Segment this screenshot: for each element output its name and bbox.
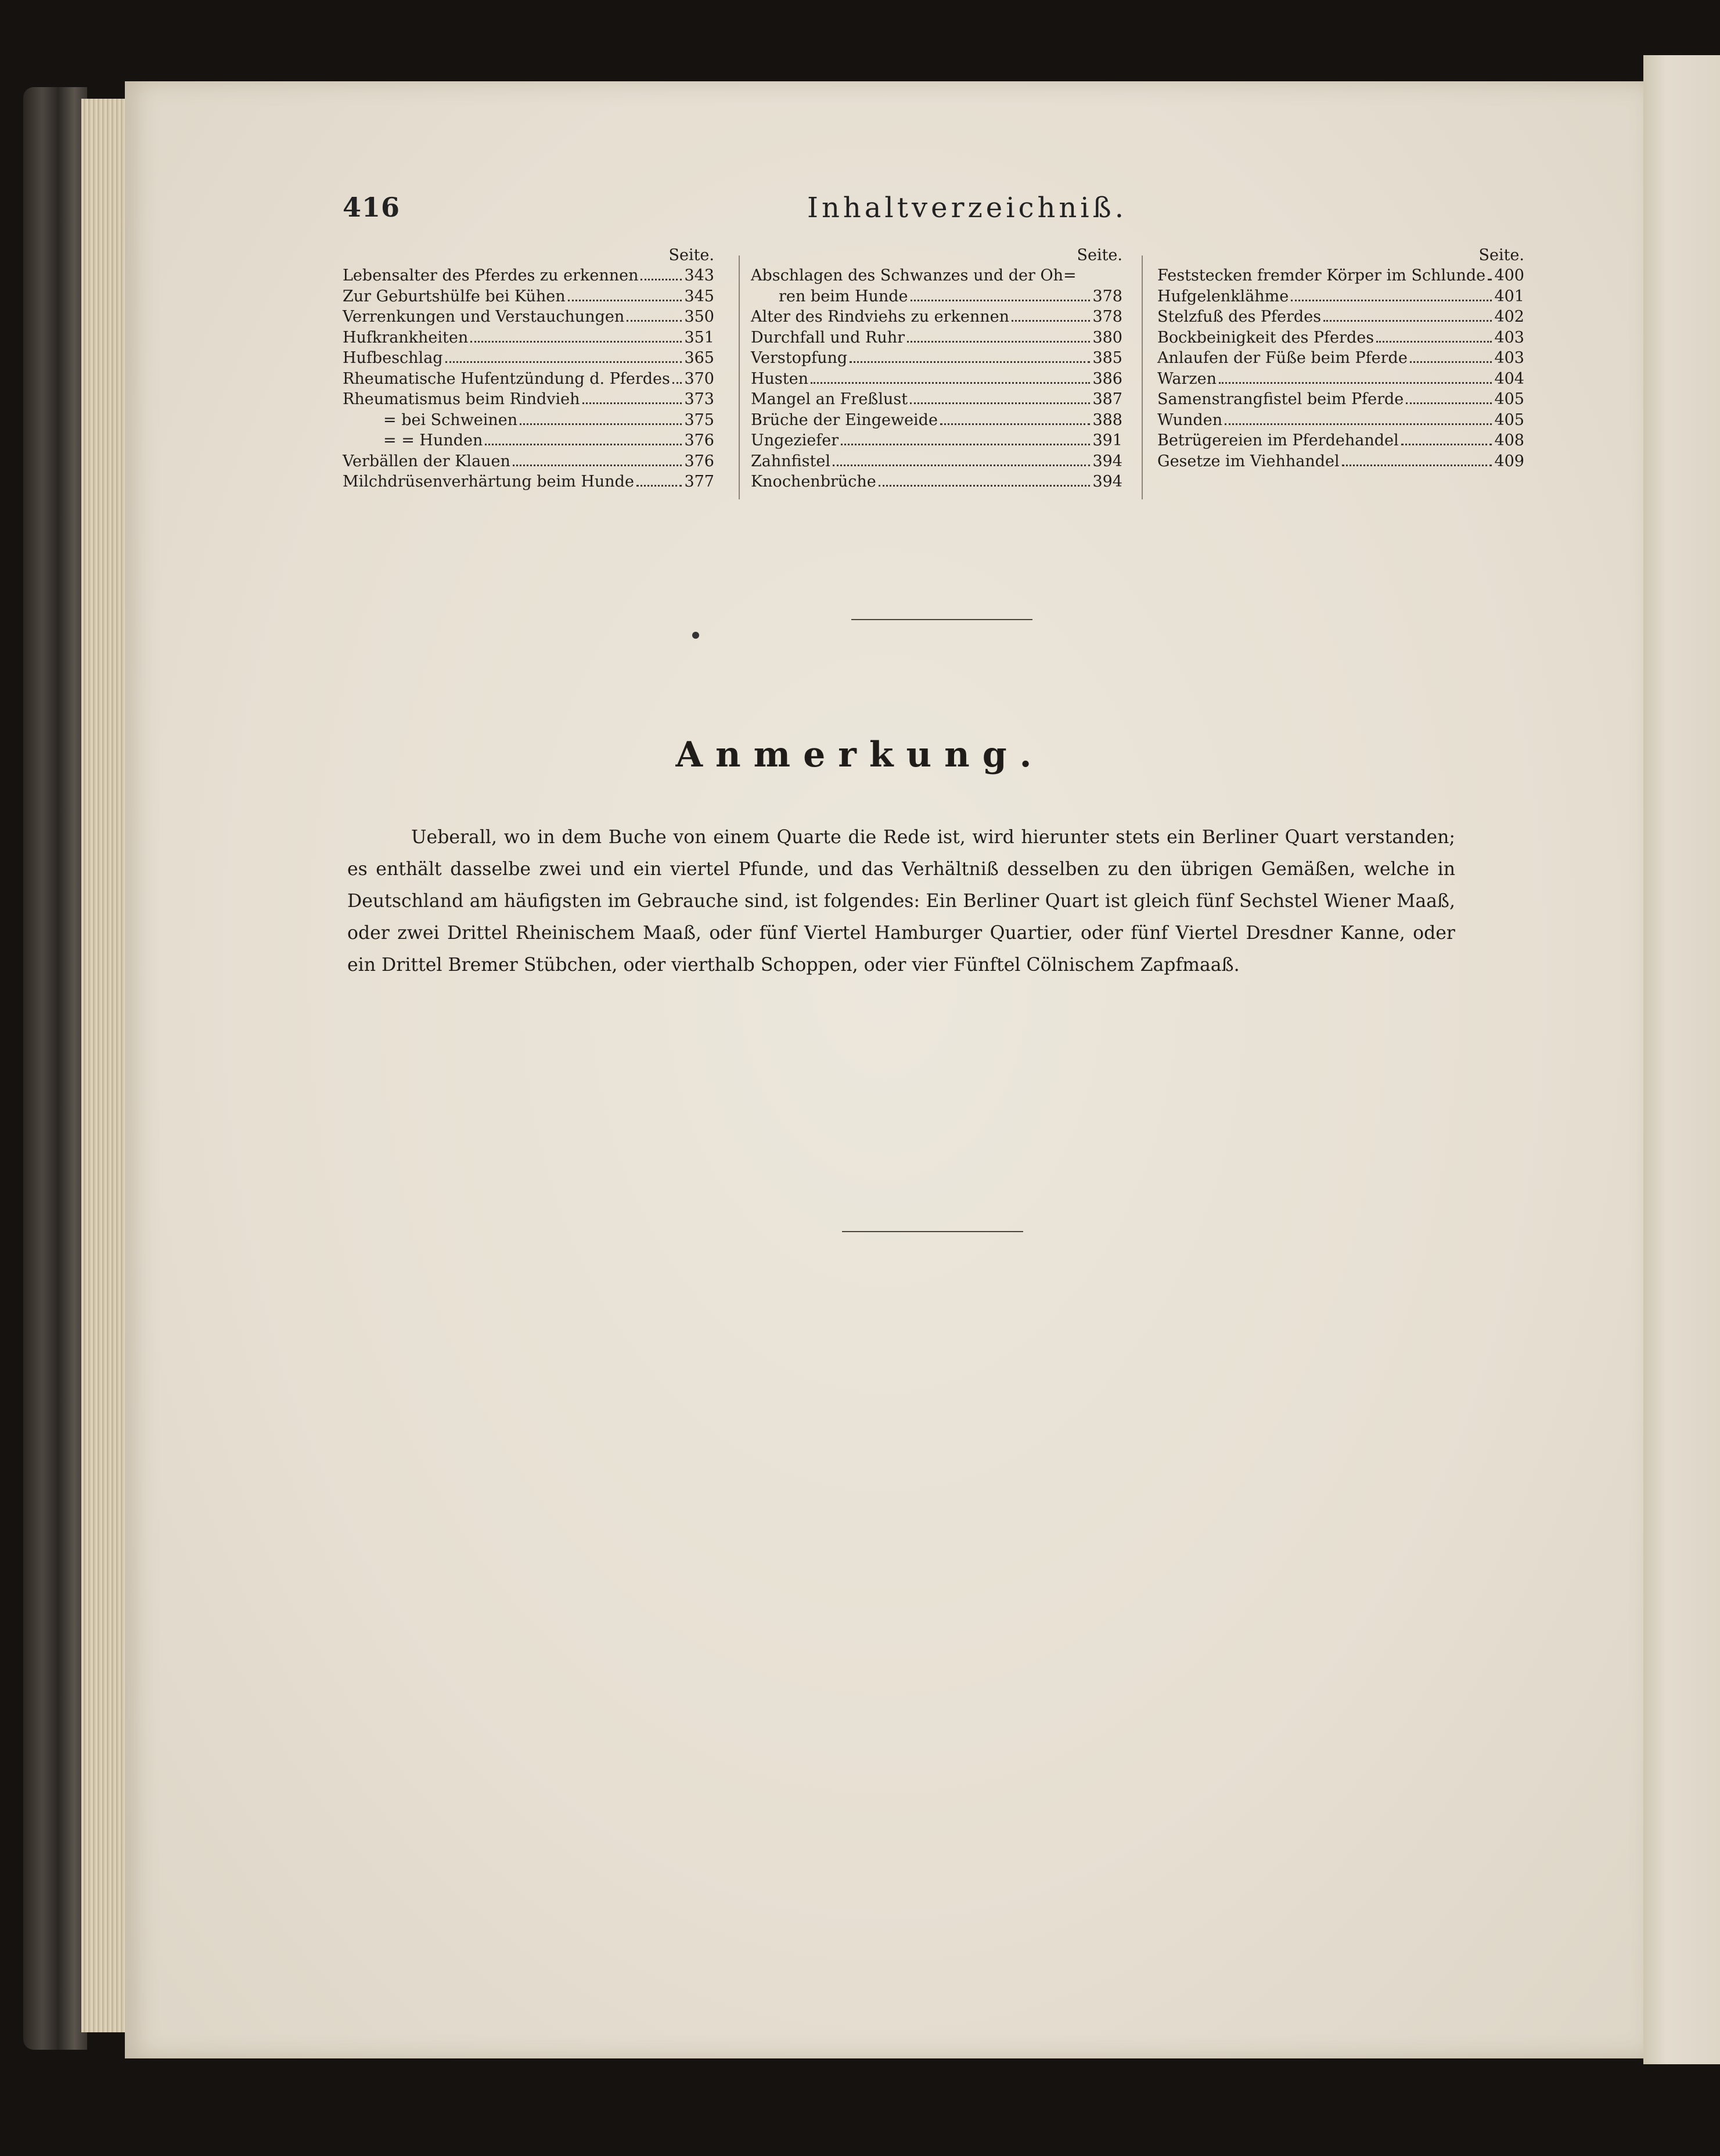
toc-entry-title: Verrenkungen und Verstauchungen xyxy=(343,308,625,326)
toc-entry-page: 401 xyxy=(1494,287,1524,305)
dot-leader xyxy=(1219,377,1492,384)
dot-leader xyxy=(445,357,682,363)
toc-entry xyxy=(751,451,1122,472)
toc-entry-page: 376 xyxy=(684,452,714,470)
toc-entry-page: 345 xyxy=(684,287,714,305)
toc-entry-title: = = Hunden xyxy=(383,431,483,449)
dot-leader xyxy=(1376,336,1492,343)
dot-leader xyxy=(833,460,1090,466)
dot-leader xyxy=(1488,274,1492,280)
toc-entry-page: 388 xyxy=(1092,411,1122,429)
toc-entry-page: 380 xyxy=(1092,328,1122,347)
toc-entry-title: Verbällen der Klauen xyxy=(343,452,510,470)
toc-entry-page: 391 xyxy=(1092,431,1122,449)
toc-entry-title: Samenstrangfistel beim Pferde xyxy=(1157,390,1404,408)
toc-entry-title: Durchfall und Ruhr xyxy=(751,328,905,347)
dot-leader xyxy=(1323,315,1492,322)
toc-entry xyxy=(1157,410,1524,431)
toc-entry xyxy=(751,265,1122,286)
toc-entry-title: Alter des Rindviehs zu erkennen xyxy=(751,308,1010,326)
toc-entry-title: Zahnfistel xyxy=(751,452,830,470)
dot-leader xyxy=(520,419,682,425)
toc-entry-page: 400 xyxy=(1494,267,1524,285)
toc-entry xyxy=(751,430,1122,451)
note-paragraph: Ueberall, wo in dem Buche von einem Quarte die Rede ist, wird hierunter stets ein Berliner Quart verstanden; es enthält dasselbe zwei und ein viertel Pfunde, und das Verhältniß desselben zu den übrigen Gemäßen, welche in Deutschland am häufigsten im Gebrauche sind, ist folgendes: Ein Berliner Quart ist gleich fünf Sechstel Wiener Maaß, oder zwei Drittel Rheinischem Maaß, oder fünf Viertel Hamburger Quartier, oder fünf Viertel Dresdner Kanne, oder ein Drittel Bremer Stübchen, oder vierthalb Schoppen, oder vier Fünftel Cölnischem Zapfmaaß. xyxy=(347,827,1455,976)
toc-entry-page: 378 xyxy=(1092,308,1122,326)
toc-entry xyxy=(1157,451,1524,472)
dot-leader xyxy=(568,295,682,301)
dot-leader xyxy=(911,295,1090,301)
toc-entry xyxy=(343,348,714,369)
dot-leader xyxy=(910,398,1090,404)
seite-label: Seite. xyxy=(1478,246,1524,264)
toc-entry-page: 385 xyxy=(1092,349,1122,367)
toc-entry-title: Anlaufen der Füße beim Pferde xyxy=(1157,349,1408,367)
toc-entry xyxy=(343,430,714,451)
toc-entry xyxy=(751,471,1122,492)
dot-leader xyxy=(513,460,682,466)
toc-entry xyxy=(1157,286,1524,307)
toc-entry xyxy=(751,389,1122,410)
book-spine xyxy=(23,87,87,2050)
toc-entry-title: Brüche der Eingeweide xyxy=(751,411,938,429)
toc-entry-page: 403 xyxy=(1494,349,1524,367)
toc-entry xyxy=(751,286,1122,307)
toc-entry-page: 386 xyxy=(1092,369,1122,388)
dot-leader xyxy=(907,336,1090,343)
toc-entry xyxy=(343,471,714,492)
dot-leader xyxy=(636,480,682,487)
toc-entry-page: 405 xyxy=(1494,390,1524,408)
toc-entry-title: = bei Schweinen xyxy=(383,411,518,429)
toc-entry xyxy=(1157,265,1524,286)
dot-leader xyxy=(811,377,1090,384)
toc-entry-title: Ungeziefer xyxy=(751,431,839,449)
toc-column-1 xyxy=(343,245,714,492)
dot-leader xyxy=(640,274,682,280)
toc-entry xyxy=(751,327,1122,348)
dot-leader xyxy=(1225,419,1492,425)
dot-leader xyxy=(1406,398,1492,404)
toc-entry-title: Abschlagen des Schwanzes und der Oh= xyxy=(751,267,1077,285)
toc-entry-page: 378 xyxy=(1092,287,1122,305)
toc-entry-page: 387 xyxy=(1092,390,1122,408)
toc-entry-title: Warzen xyxy=(1157,369,1217,388)
toc-entry xyxy=(343,389,714,410)
toc-entry-page: 377 xyxy=(684,473,714,491)
toc-entry xyxy=(1157,327,1524,348)
toc-entry-title: Verstopfung xyxy=(751,349,848,367)
toc-entry-page: 402 xyxy=(1494,308,1524,326)
toc-entry-title: Rheumatismus beim Rindvieh xyxy=(343,390,580,408)
toc-entry-title: Knochenbrüche xyxy=(751,473,876,491)
toc-entry-title: Wunden xyxy=(1157,411,1223,429)
toc-entry-page: 375 xyxy=(684,411,714,429)
toc-entry-page: 376 xyxy=(684,431,714,449)
toc-entry-title: Gesetze im Viehhandel xyxy=(1157,452,1340,470)
toc-entry xyxy=(343,327,714,348)
toc-entry-page: 370 xyxy=(684,369,714,388)
toc-entry-page: 404 xyxy=(1494,369,1524,388)
toc-entry-title: Hufbeschlag xyxy=(343,349,443,367)
toc-entry-title: Hufkrankheiten xyxy=(343,328,469,347)
toc-entry xyxy=(751,369,1122,390)
toc-column-2 xyxy=(751,245,1122,492)
toc-entry-title: Lebensalter des Pferdes zu erkennen xyxy=(343,267,639,285)
dot-leader xyxy=(1342,460,1492,466)
seite-label: Seite. xyxy=(1077,246,1122,264)
dot-leader xyxy=(841,439,1090,445)
toc-entry xyxy=(751,307,1122,327)
dot-leader xyxy=(879,480,1090,487)
dot-leader xyxy=(470,336,682,343)
ink-speck xyxy=(692,632,699,639)
column-divider xyxy=(1142,255,1143,499)
note-body xyxy=(347,822,1455,981)
page-title: Inhaltverzeichniß. xyxy=(807,192,1127,224)
toc-entry-page: 373 xyxy=(684,390,714,408)
dot-leader xyxy=(485,439,682,445)
toc-entry xyxy=(751,348,1122,369)
toc-entry-title: Milchdrüsenverhärtung beim Hunde xyxy=(343,473,634,491)
dot-leader xyxy=(672,377,682,384)
toc-entry xyxy=(343,286,714,307)
toc-entry-page: 403 xyxy=(1494,328,1524,347)
facing-page-edge xyxy=(1643,55,1720,2064)
toc-entry-title: Feststecken fremder Körper im Schlunde xyxy=(1157,267,1486,285)
toc-entry-page: 343 xyxy=(684,267,714,285)
dot-leader xyxy=(850,357,1090,363)
dot-leader xyxy=(582,398,682,404)
toc-entry-page: 409 xyxy=(1494,452,1524,470)
toc-entry xyxy=(751,410,1122,431)
dot-leader xyxy=(1401,439,1492,445)
toc-entry-title: Stelzfuß des Pferdes xyxy=(1157,308,1322,326)
toc-entry xyxy=(343,369,714,390)
toc-entry-page: 365 xyxy=(684,349,714,367)
page-number: 416 xyxy=(343,192,401,223)
toc-entry xyxy=(1157,307,1524,327)
dot-leader xyxy=(627,315,682,322)
dot-leader xyxy=(940,419,1090,425)
note-heading: Anmerkung. xyxy=(675,735,1045,775)
toc-column-3 xyxy=(1157,245,1524,471)
seite-label: Seite. xyxy=(668,246,714,264)
toc-entry-title: Rheumatische Hufentzündung d. Pferdes xyxy=(343,369,670,388)
toc-entry xyxy=(343,307,714,327)
section-rule xyxy=(851,619,1032,620)
toc-entry-page: 394 xyxy=(1092,452,1122,470)
dot-leader xyxy=(1012,315,1090,322)
toc-entry-page: 405 xyxy=(1494,411,1524,429)
toc-entry xyxy=(343,265,714,286)
toc-entry-page: 408 xyxy=(1494,431,1524,449)
column-divider xyxy=(739,255,740,499)
toc-entry-title: Zur Geburtshülfe bei Kühen xyxy=(343,287,566,305)
toc-entry xyxy=(1157,369,1524,390)
toc-entry xyxy=(343,451,714,472)
toc-entry-page: 351 xyxy=(684,328,714,347)
toc-entry-title: Mangel an Freßlust xyxy=(751,390,908,408)
toc-entry xyxy=(343,410,714,431)
dot-leader xyxy=(1291,295,1492,301)
toc-entry-title: Bockbeinigkeit des Pferdes xyxy=(1157,328,1374,347)
toc-entry-title: ren beim Hunde xyxy=(779,287,908,305)
closing-rule xyxy=(842,1231,1023,1232)
toc-entry xyxy=(1157,389,1524,410)
toc-entry xyxy=(1157,348,1524,369)
toc-entry-page: 350 xyxy=(684,308,714,326)
toc-entry-title: Hufgelenklähme xyxy=(1157,287,1289,305)
dot-leader xyxy=(1410,357,1492,363)
toc-entry-page: 394 xyxy=(1092,473,1122,491)
toc-entry xyxy=(1157,430,1524,451)
toc-entry-title: Husten xyxy=(751,369,809,388)
toc-entry-title: Betrügereien im Pferdehandel xyxy=(1157,431,1399,449)
